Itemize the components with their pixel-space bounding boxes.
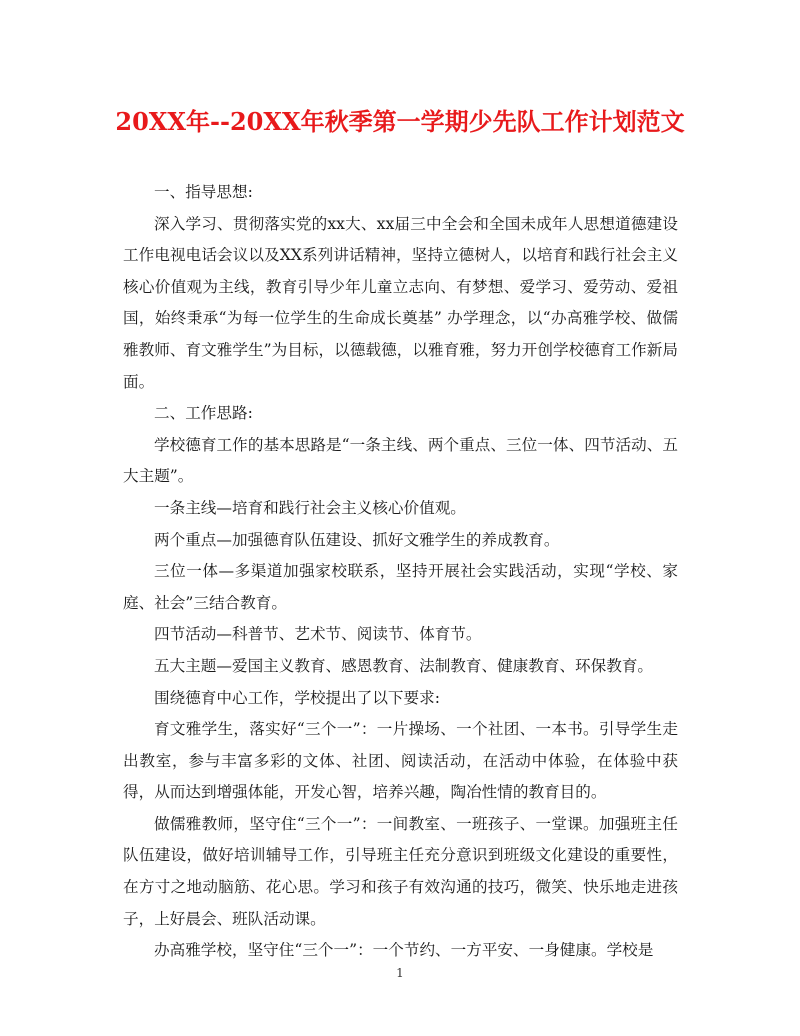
page-number: 1	[396, 966, 404, 980]
document-title: 20XX年--20XX年秋季第一学期少先队工作计划范文	[115, 107, 685, 136]
paragraph: 育文雅学生，落实好“三个一”：一片操场、一个社团、一本书。引导学生走出教室，参与丰富多彩的文体、社团、阅读活动，在活动中体验，在体验中获得，从而达到增强体能，开发心智，培养兴趣，陶冶性情的教育目的。	[123, 720, 678, 802]
paragraph: 办高雅学校，坚守住“三个一”：一个节约、一方平安、一身健康。学校是	[154, 941, 654, 960]
paragraph: 学校德育工作的基本思路是“一条主线、两个重点、三位一体、四节活动、五大主题”。	[123, 435, 678, 486]
paragraph: 三位一体—多渠道加强家校联系，坚持开展社会实践活动，实现“学校、家庭、社会”三结合教育。	[123, 562, 678, 612]
paragraph: 五大主题—爱国主义教育、感恩教育、法制教育、健康教育、环保教育。	[154, 656, 654, 675]
document-body	[123, 177, 678, 967]
paragraph: 一条主线—培育和践行社会主义核心价值观。	[154, 498, 466, 517]
paragraph: 两个重点—加强德育队伍建设、抓好文雅学生的养成教育。	[154, 530, 560, 549]
paragraph: 深入学习、贯彻落实党的xx大、xx届三中全会和全国未成年人思想道德建设工作电视电话会议以及XX系列讲话精神，坚持立德树人，以培育和践行社会主义核心价值观为主线，教育引导少年儿童立志向、有梦想、爱学习、爱劳动、爱祖国，始终秉承“为每一位学生的生命成长奠基” 办学理念，以“办高雅学校、做儒雅教师、育文雅学生”为目标，以德载德，以雅育雅，努力开创学校德育工作新局面。	[123, 214, 678, 391]
section-heading-guiding-ideology: 一、指导思想:	[154, 183, 253, 201]
section-heading-work-ideas: 二、工作思路:	[154, 404, 253, 423]
paragraph: 围绕德育中心工作，学校提出了以下要求:	[154, 688, 440, 707]
paragraph: 做儒雅教师，坚守住“三个一”：一间教室、一班孩子、一堂课。加强班主任队伍建设，做好培训辅导工作，引导班主任充分意识到班级文化建设的重要性，在方寸之地动脑筋、花心思。学习和孩子有效沟通的技巧，微笑、快乐地走进孩子，上好晨会、班队活动课。	[123, 814, 678, 928]
paragraph: 四节活动—科普节、艺术节、阅读节、体育节。	[154, 625, 482, 644]
